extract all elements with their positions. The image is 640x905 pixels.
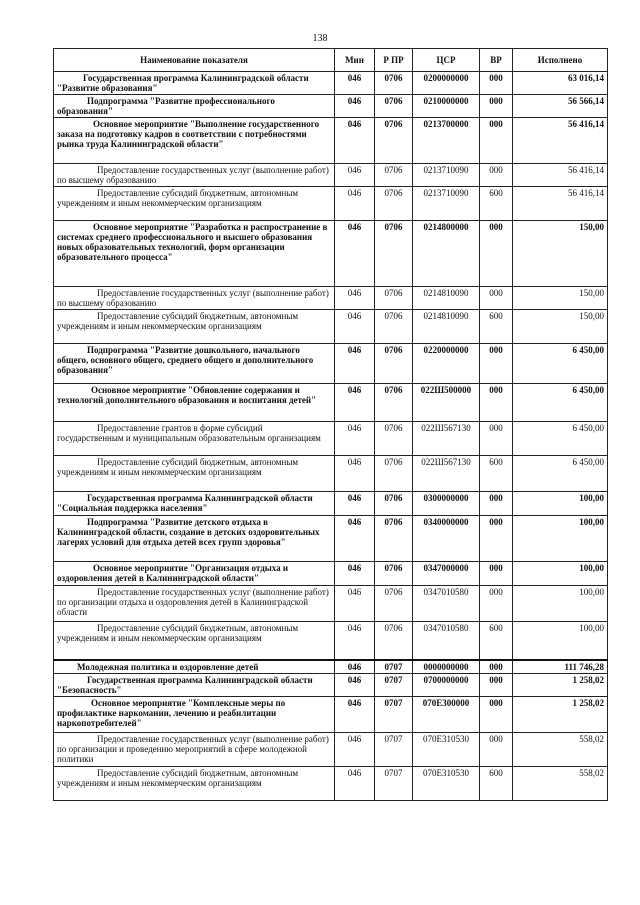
row-vr: 000 (480, 660, 513, 674)
row-min: 046 (335, 492, 375, 516)
table-row (54, 310, 608, 344)
row-min: 046 (335, 622, 375, 660)
row-amount: 100,00 (513, 516, 608, 562)
row-vr: 600 (480, 622, 513, 660)
row-min: 046 (335, 118, 375, 164)
row-rpr: 0706 (375, 422, 413, 456)
row-name: Предоставление субсидий бюджетным, автономным учреждениям и иным некоммерческим организациям (54, 456, 335, 492)
row-min: 046 (335, 344, 375, 384)
row-name: Предоставление субсидий бюджетным, автономным учреждениям и иным некоммерческим организациям (54, 187, 335, 221)
row-csr: 0210000000 (413, 95, 480, 118)
row-min: 046 (335, 187, 375, 221)
row-min: 046 (335, 287, 375, 310)
row-amount: 56 416,14 (513, 187, 608, 221)
report-table (53, 48, 608, 801)
row-csr: 022Ш567130 (413, 422, 480, 456)
row-min: 046 (335, 384, 375, 422)
row-rpr: 0706 (375, 516, 413, 562)
row-vr: 000 (480, 586, 513, 622)
table-row (54, 287, 608, 310)
row-min: 046 (335, 673, 375, 696)
row-vr: 600 (480, 187, 513, 221)
row-csr: 0347010580 (413, 622, 480, 660)
row-vr: 000 (480, 72, 513, 95)
row-amount: 56 566,14 (513, 95, 608, 118)
row-min: 046 (335, 732, 375, 766)
row-min: 046 (335, 221, 375, 287)
row-min: 046 (335, 72, 375, 95)
row-csr: 022Ш500000 (413, 384, 480, 422)
row-name: Предоставление субсидий бюджетным, автономным учреждениям и иным некоммерческим организациям (54, 622, 335, 660)
row-vr: 000 (480, 95, 513, 118)
row-amount: 56 416,14 (513, 164, 608, 187)
row-name: Государственная программа Калининградской области "Развитие образования" (54, 72, 335, 95)
row-amount: 1 258,02 (513, 696, 608, 732)
row-rpr: 0706 (375, 187, 413, 221)
table-row (54, 696, 608, 732)
row-name: Предоставление грантов в форме субсидий государственным и муниципальным образовательным организациям (54, 422, 335, 456)
table-row (54, 586, 608, 622)
row-csr: 0347010580 (413, 586, 480, 622)
row-amount: 6 450,00 (513, 344, 608, 384)
table-row (54, 187, 608, 221)
row-csr: 0340000000 (413, 516, 480, 562)
row-name: Предоставление государственных услуг (выполнение работ) по высшему образованию (54, 287, 335, 310)
header-name: Наименование показателя (54, 49, 335, 72)
row-amount: 100,00 (513, 562, 608, 586)
row-vr: 000 (480, 384, 513, 422)
row-rpr: 0706 (375, 586, 413, 622)
row-name: Подпрограмма "Развитие детского отдыха в Калининградской области, создание в детских оздоровительных лагерях условий для отдыха детей всех групп здоровья" (54, 516, 335, 562)
page-number: 138 (312, 33, 328, 44)
row-csr: 0200000000 (413, 72, 480, 95)
row-min: 046 (335, 516, 375, 562)
row-vr: 600 (480, 766, 513, 800)
row-csr: 0214810090 (413, 287, 480, 310)
row-csr: 0300000000 (413, 492, 480, 516)
table-row (54, 456, 608, 492)
row-min: 046 (335, 696, 375, 732)
row-rpr: 0706 (375, 287, 413, 310)
row-csr: 0000000000 (413, 660, 480, 674)
row-csr: 0220000000 (413, 344, 480, 384)
row-amount: 6 450,00 (513, 422, 608, 456)
table-row (54, 422, 608, 456)
row-min: 046 (335, 95, 375, 118)
table-row (54, 164, 608, 187)
row-name: Предоставление субсидий бюджетным, автономным учреждениям и иным некоммерческим организациям (54, 766, 335, 800)
row-vr: 000 (480, 562, 513, 586)
row-amount: 100,00 (513, 622, 608, 660)
row-csr: 0214810090 (413, 310, 480, 344)
row-min: 046 (335, 456, 375, 492)
row-vr: 000 (480, 164, 513, 187)
row-amount: 150,00 (513, 287, 608, 310)
row-name: Государственная программа Калининградской области "Безопасность" (54, 673, 335, 696)
row-name: Государственная программа Калининградской области "Социальная поддержка населения" (54, 492, 335, 516)
row-rpr: 0706 (375, 622, 413, 660)
row-amount: 1 258,02 (513, 673, 608, 696)
row-amount: 150,00 (513, 310, 608, 344)
row-name: Предоставление государственных услуг (выполнение работ) по высшему образованию (54, 164, 335, 187)
table-row (54, 72, 608, 95)
row-csr: 070Е310530 (413, 766, 480, 800)
row-min: 046 (335, 660, 375, 674)
row-csr: 070Е300000 (413, 696, 480, 732)
table-row (54, 732, 608, 766)
row-amount: 558,02 (513, 766, 608, 800)
row-csr: 0700000000 (413, 673, 480, 696)
row-min: 046 (335, 422, 375, 456)
row-amount: 111 746,28 (513, 660, 608, 674)
header-min: Мин (335, 49, 375, 72)
row-rpr: 0706 (375, 164, 413, 187)
header-vr: ВР (480, 49, 513, 72)
row-name: Подпрограмма "Развитие дошкольного, начального общего, основного общего, среднего общего и дополнительного образования" (54, 344, 335, 384)
row-name: Подпрограмма "Развитие профессионального образования" (54, 95, 335, 118)
row-csr: 0213700000 (413, 118, 480, 164)
row-csr: 022Ш567130 (413, 456, 480, 492)
row-amount: 63 016,14 (513, 72, 608, 95)
table-row (54, 660, 608, 674)
row-min: 046 (335, 310, 375, 344)
row-rpr: 0706 (375, 72, 413, 95)
row-name: Основное мероприятие "Обновление содержания и технологий дополнительного образования и воспитания детей" (54, 384, 335, 422)
row-name: Основное мероприятие "Комплексные меры по профилактике наркомании, лечению и реабилитации наркопотребителей" (54, 696, 335, 732)
header-amount: Исполнено (513, 49, 608, 72)
row-amount: 6 450,00 (513, 384, 608, 422)
row-rpr: 0706 (375, 118, 413, 164)
table-row (54, 516, 608, 562)
row-amount: 558,02 (513, 732, 608, 766)
table-row (54, 622, 608, 660)
row-csr: 070Е310530 (413, 732, 480, 766)
row-vr: 000 (480, 516, 513, 562)
table-row (54, 344, 608, 384)
row-min: 046 (335, 766, 375, 800)
row-vr: 000 (480, 118, 513, 164)
row-amount: 6 450,00 (513, 456, 608, 492)
table-row (54, 384, 608, 422)
row-vr: 000 (480, 732, 513, 766)
table-row (54, 673, 608, 696)
row-vr: 000 (480, 287, 513, 310)
table-row (54, 492, 608, 516)
row-rpr: 0707 (375, 766, 413, 800)
row-min: 046 (335, 164, 375, 187)
row-rpr: 0706 (375, 562, 413, 586)
row-amount: 100,00 (513, 586, 608, 622)
row-rpr: 0706 (375, 344, 413, 384)
table-row (54, 221, 608, 287)
row-name: Молодежная политика и оздоровление детей (54, 660, 335, 674)
row-csr: 0213710090 (413, 164, 480, 187)
row-min: 046 (335, 562, 375, 586)
table-row (54, 95, 608, 118)
row-name: Предоставление субсидий бюджетным, автономным учреждениям и иным некоммерческим организациям (54, 310, 335, 344)
row-rpr: 0706 (375, 310, 413, 344)
table-row (54, 766, 608, 800)
row-rpr: 0707 (375, 732, 413, 766)
row-vr: 000 (480, 696, 513, 732)
row-name: Предоставление государственных услуг (выполнение работ) по организации отдыха и оздоровления детей в Калининградской области (54, 586, 335, 622)
row-vr: 600 (480, 456, 513, 492)
row-amount: 100,00 (513, 492, 608, 516)
row-vr: 000 (480, 221, 513, 287)
row-name: Основное мероприятие "Разработка и распространение в системах среднего профессионального и высшего образования новых образовательных технологий, форм организации образовательного процесса" (54, 221, 335, 287)
row-rpr: 0707 (375, 673, 413, 696)
row-rpr: 0706 (375, 95, 413, 118)
row-rpr: 0706 (375, 456, 413, 492)
row-name: Основное мероприятие "Выполнение государственного заказа на подготовку кадров в соответствии с потребностями рынка труда Калининградской области" (54, 118, 335, 164)
row-min: 046 (335, 586, 375, 622)
row-vr: 000 (480, 673, 513, 696)
table-row (54, 562, 608, 586)
row-name: Основное мероприятие "Организация отдыха и оздоровления детей в Калининградской области" (54, 562, 335, 586)
row-csr: 0347000000 (413, 562, 480, 586)
row-amount: 56 416,14 (513, 118, 608, 164)
row-vr: 000 (480, 492, 513, 516)
row-name: Предоставление государственных услуг (выполнение работ) по организации и проведению мероприятий в сфере молодежной политики (54, 732, 335, 766)
row-vr: 000 (480, 344, 513, 384)
row-csr: 0213710090 (413, 187, 480, 221)
table-header-row (54, 49, 608, 72)
row-amount: 150,00 (513, 221, 608, 287)
header-rpr: Р ПР (375, 49, 413, 72)
row-rpr: 0707 (375, 696, 413, 732)
row-rpr: 0706 (375, 492, 413, 516)
row-rpr: 0706 (375, 384, 413, 422)
table-row (54, 118, 608, 164)
row-csr: 0214800000 (413, 221, 480, 287)
row-vr: 000 (480, 422, 513, 456)
row-vr: 600 (480, 310, 513, 344)
header-csr: ЦСР (413, 49, 480, 72)
row-rpr: 0707 (375, 660, 413, 674)
row-rpr: 0706 (375, 221, 413, 287)
